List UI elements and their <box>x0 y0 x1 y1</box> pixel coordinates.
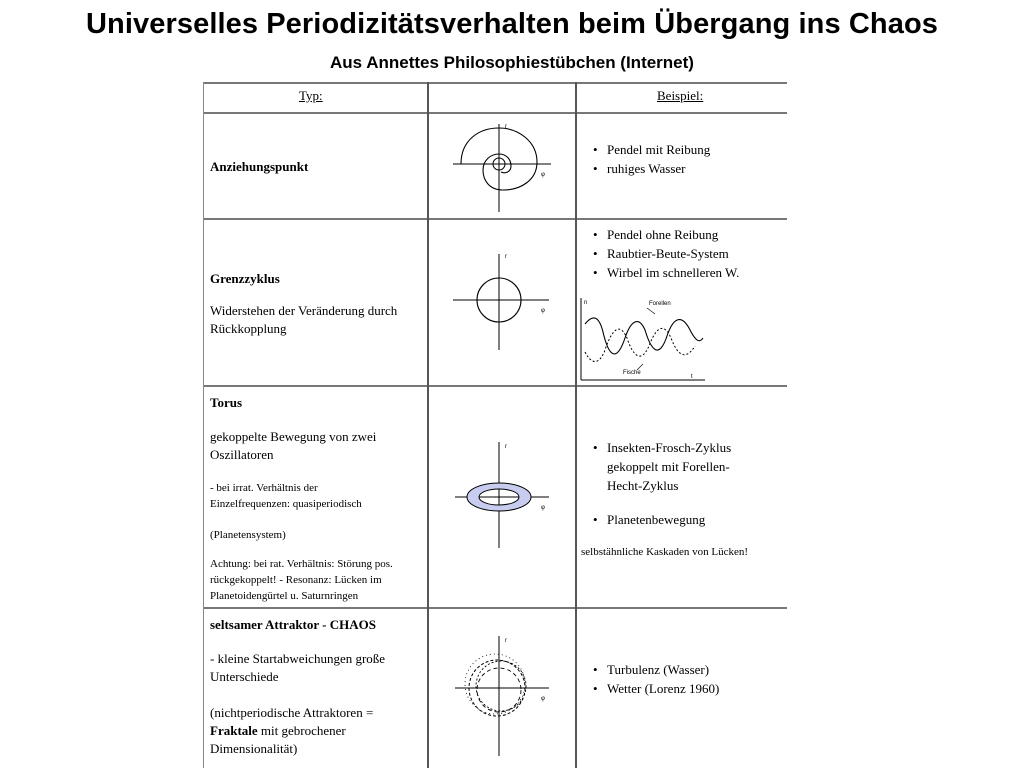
list-item: • Wirbel im schnelleren W. <box>585 263 739 282</box>
description-line: - bei irrat. Verhältnis der <box>210 482 318 494</box>
description-line: - kleine Startabweichungen große <box>210 651 386 666</box>
description-line: Einzelfrequenzen: quasiperiodisch <box>210 498 362 510</box>
header-beispiel: Beispiel: <box>657 88 704 103</box>
description-line <box>210 722 373 740</box>
list-item: • ruhiges Wasser <box>585 159 710 178</box>
header-typ: Typ: <box>299 88 323 103</box>
mini-chart-label: Fische <box>623 370 641 376</box>
row-description <box>210 480 362 512</box>
list-item: • Turbulenz (Wasser) <box>585 660 719 679</box>
list-item: • Planetenbewegung <box>585 510 705 529</box>
row-name: Torus <box>210 395 243 410</box>
examples-list <box>585 510 705 529</box>
description-line: gekoppelte Bewegung von zwei <box>210 429 377 444</box>
row-description <box>210 704 373 758</box>
list-item: • Raubtier-Beute-System <box>585 244 739 263</box>
description-text: mit gebrochener <box>257 723 346 738</box>
bold-term: Fraktale <box>210 723 258 738</box>
svg-text:φ: φ <box>541 308 545 314</box>
row-description <box>210 428 376 464</box>
list-item-line: Hecht-Zyklus <box>607 478 679 493</box>
list-item-line: • Insekten-Frosch-Zyklus <box>607 440 732 455</box>
description-line: Oszillatoren <box>210 447 274 462</box>
description-line: Achtung: bei rat. Verhältnis: Störung pos. <box>210 558 393 570</box>
description-line: rückgekoppelt! - Resonanz: Lücken im <box>210 574 382 586</box>
slide-title: Universelles Periodizitätsverhalten beim Übergang ins Chaos <box>86 8 938 40</box>
list-item: • Wetter (Lorenz 1960) <box>585 679 719 698</box>
description-line: Dimensionalität) <box>210 741 298 756</box>
description-line: Widerstehen der Veränderung durch <box>210 303 398 318</box>
row-description: (Planetensystem) <box>210 529 286 541</box>
table-border-top <box>203 82 787 84</box>
description-line: Rückkopplung <box>210 321 287 336</box>
row-name: Anziehungspunkt <box>210 159 309 174</box>
attractor-table <box>203 82 787 768</box>
row-description <box>210 302 397 338</box>
svg-text:φ: φ <box>541 172 545 178</box>
table-divider <box>203 218 787 220</box>
examples-list <box>585 438 731 495</box>
description-line: Planetoidengürtel u. Saturnringen <box>210 590 359 602</box>
table-border-left <box>203 82 204 768</box>
table-divider <box>203 607 787 609</box>
slide-subtitle: Aus Annettes Philosophiestübchen (Internet) <box>330 53 694 72</box>
list-item: • Pendel mit Reibung <box>585 140 710 159</box>
description-line: (nichtperiodische Attraktoren = <box>210 705 374 720</box>
table-divider-vertical <box>575 82 577 768</box>
row-description <box>210 650 385 686</box>
predator-prey-mini-chart <box>577 294 709 384</box>
svg-text:φ: φ <box>541 696 545 702</box>
svg-text:r: r <box>505 444 507 450</box>
strange-attractor-diagram <box>433 622 573 762</box>
table-divider <box>203 385 787 387</box>
svg-text:n: n <box>584 300 588 306</box>
row-name: Grenzzyklus <box>210 271 280 286</box>
attracting-point-diagram <box>433 118 573 214</box>
list-item-line: gekoppelt mit Forellen- <box>607 459 730 474</box>
table-divider-vertical <box>427 82 429 768</box>
table-divider <box>203 112 787 114</box>
examples-list <box>585 140 710 178</box>
description-line: Unterschiede <box>210 669 279 684</box>
svg-text:φ: φ <box>541 505 545 511</box>
mini-chart-label: Forellen <box>649 301 671 307</box>
examples-list <box>585 225 739 282</box>
examples-list <box>585 660 719 698</box>
row-note: selbstähnliche Kaskaden von Lücken! <box>581 546 749 558</box>
row-description <box>210 556 393 604</box>
torus-diagram <box>433 408 573 558</box>
svg-text:r: r <box>505 638 507 644</box>
list-item <box>585 438 731 495</box>
svg-text:r: r <box>505 254 507 260</box>
limit-cycle-diagram <box>433 228 573 378</box>
list-item: • Pendel ohne Reibung <box>585 225 739 244</box>
svg-text:t: t <box>691 374 693 380</box>
row-name: seltsamer Attraktor - CHAOS <box>210 617 376 632</box>
svg-text:r: r <box>505 124 507 130</box>
